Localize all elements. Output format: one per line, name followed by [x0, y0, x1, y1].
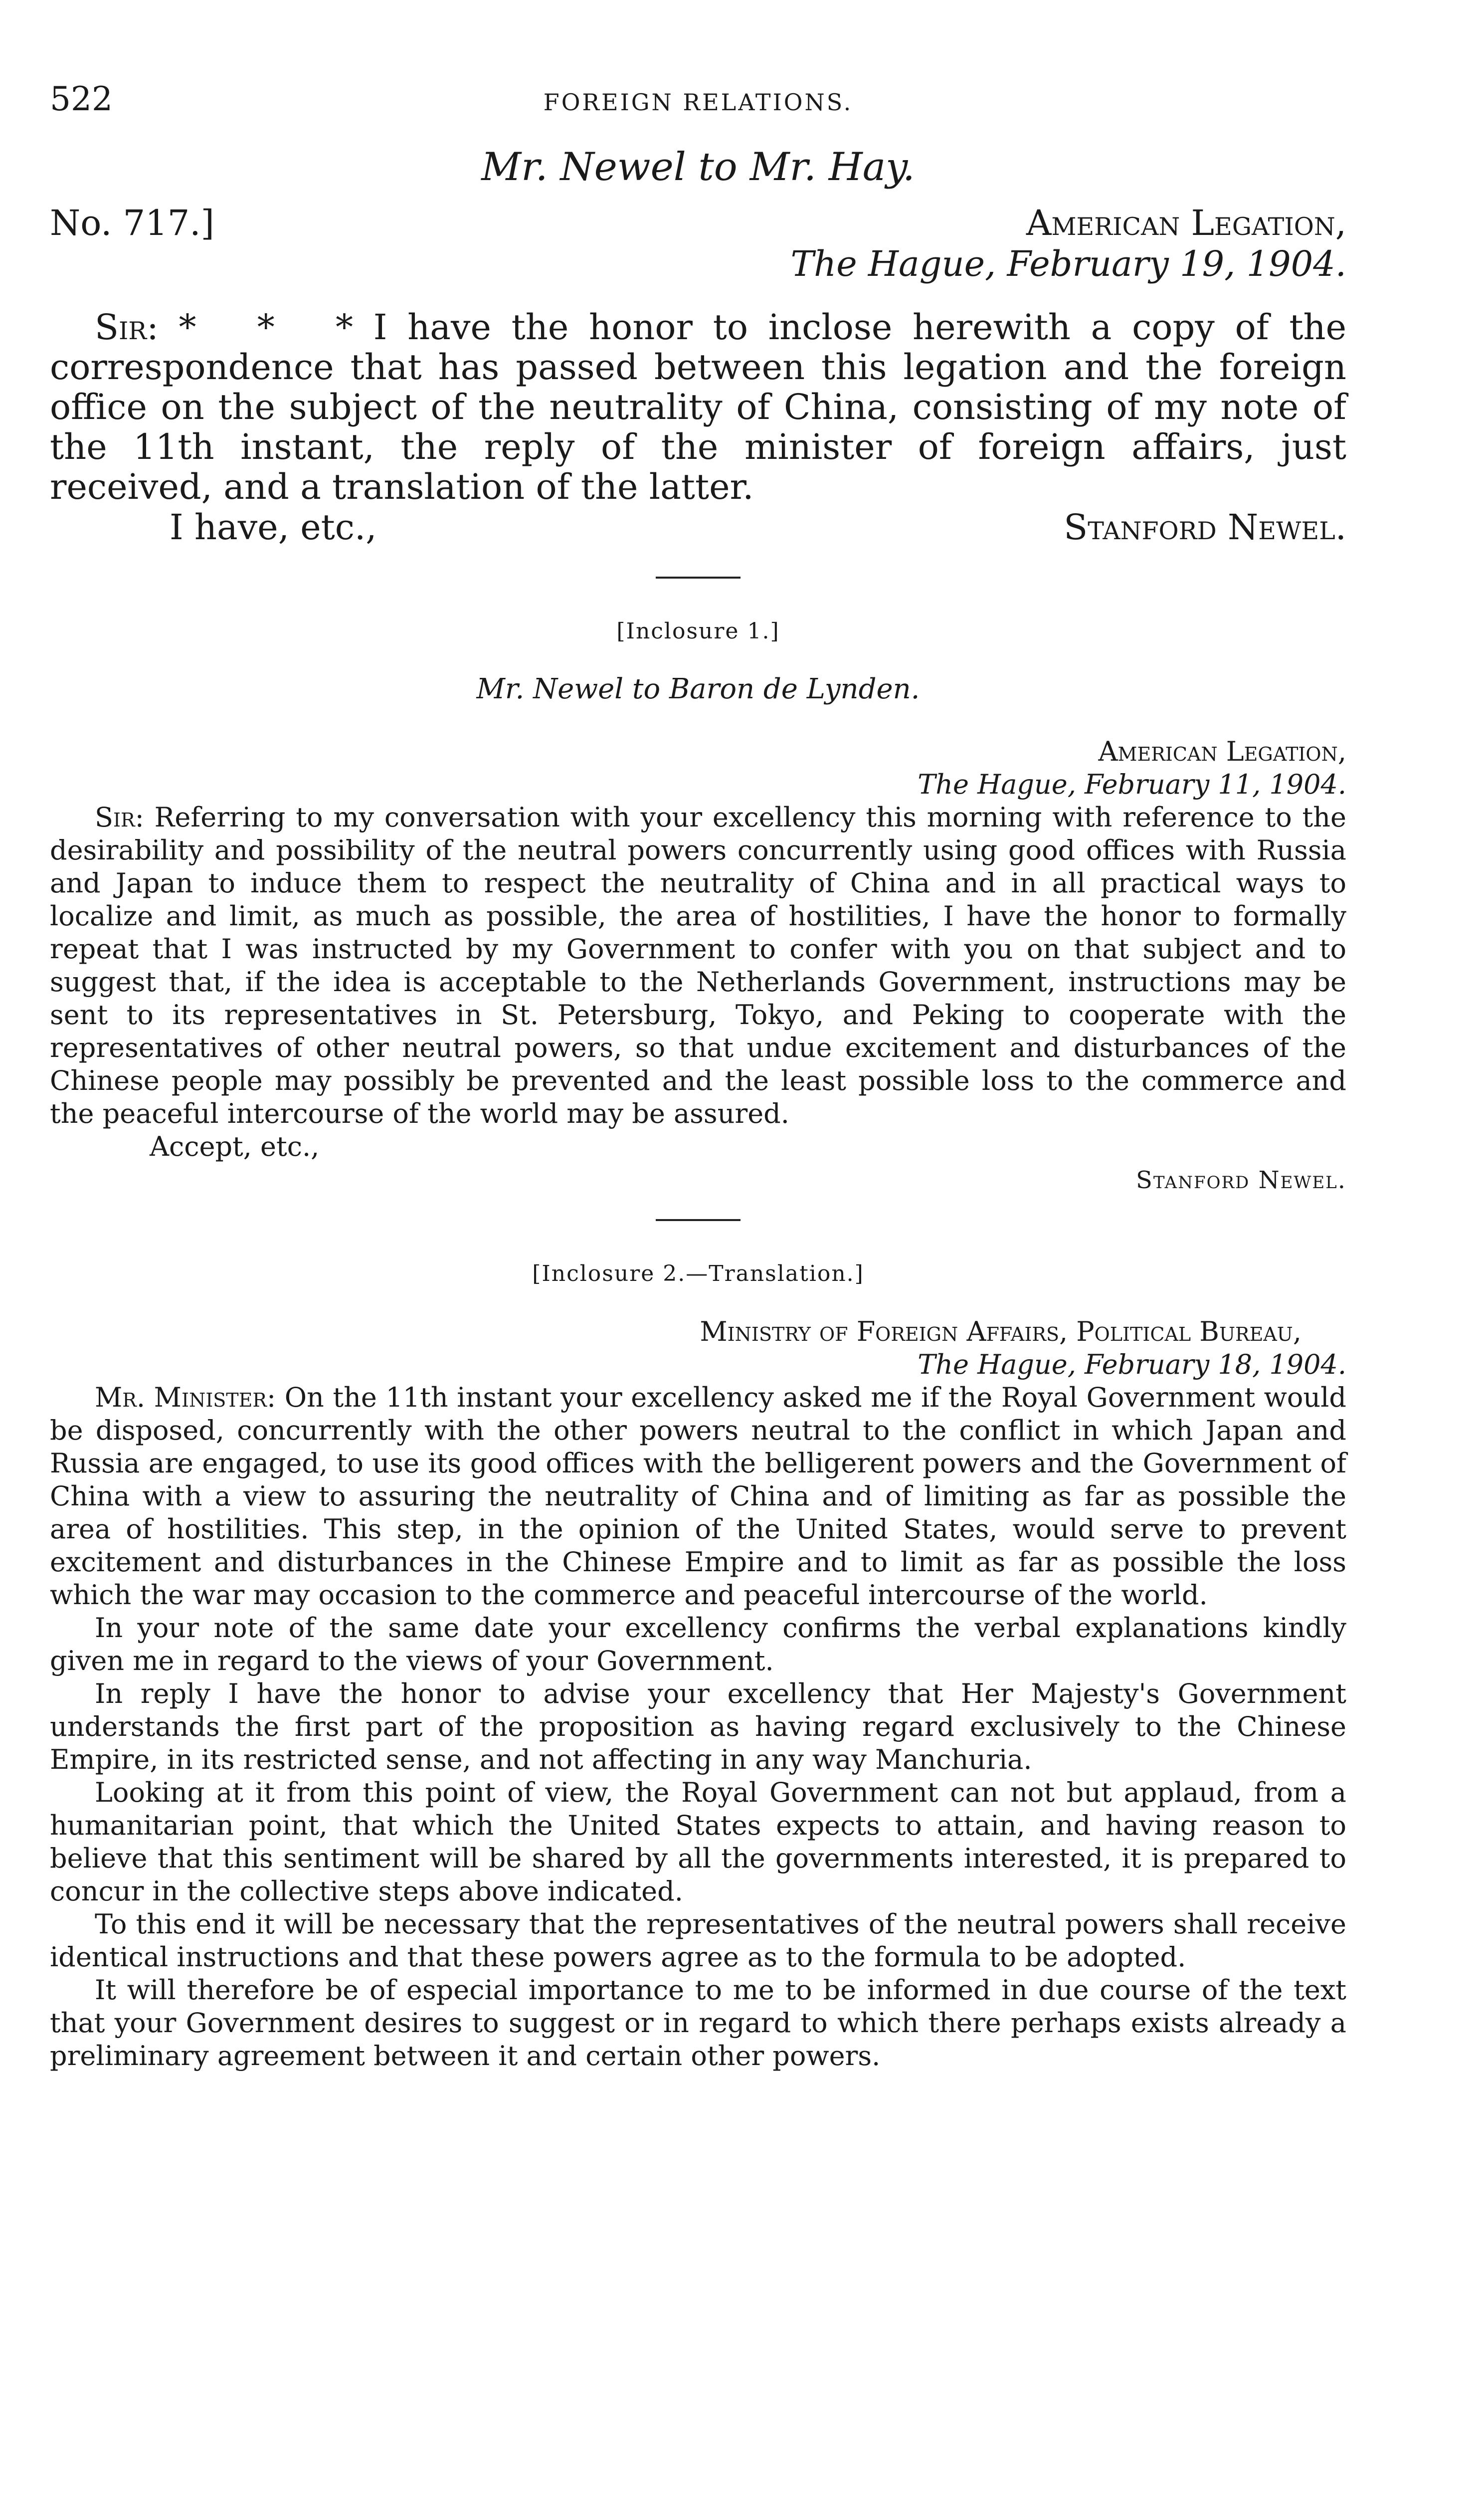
section-divider	[656, 1219, 741, 1221]
inclosure2-paragraph-6: It will therefore be of especial importance to me to be informed in due course of the text that your Government desires to suggest or in regard to which there perhaps exists already a preliminary agreement between it and certain other powers.	[50, 1974, 1346, 2072]
inclosure2-paragraph-1	[50, 1381, 1346, 1612]
inclosure2-paragraph-5: To this end it will be necessary that the representatives of the neutral powers shall receive identical instructions and that these powers agree as to the formula to be adopted.	[50, 1908, 1346, 1973]
letter1-text: I have the honor to inclose herewith a copy of the correspondence that has passed between this legation and the foreign office on the subject of the neutrality of China, consisting of my note of the 11th instant, the reply of the minister of foreign affairs, just received, and a translation of the latter.	[50, 307, 1347, 507]
letter1-ellipsis: * * *	[158, 307, 373, 348]
inclosure2-date: The Hague, February 18, 1904.	[918, 1349, 1346, 1380]
letter1-place-line2: The Hague, February 19, 1904.	[790, 243, 1346, 284]
letter1-heading: Mr. Newel to Mr. Hay.	[481, 145, 915, 190]
running-head	[50, 80, 1346, 140]
inclosure1-salutation: Sir:	[95, 802, 144, 833]
inclosure2-label: [Inclosure 2.—Translation.]	[532, 1261, 864, 1286]
letter1-closing: I have, etc.,	[170, 507, 377, 548]
inclosure1-place-line2: The Hague, February 11, 1904.	[918, 769, 1346, 800]
letter1-place	[790, 203, 1346, 284]
inclosure1-closing: Accept, etc.,	[150, 1131, 320, 1162]
inclosure1-label: [Inclosure 1.]	[616, 619, 780, 644]
inclosure1-signature: Stanford Newel.	[1135, 1166, 1346, 1194]
inclosure1-text: Referring to my conversation with your excellency this morning with reference to the desirability and possibility of the neutral powers concurrently using good offices with Russia and Japan to induce them to respect the neutrality of China and in all practical ways to localize and limit, as much as possible, the area of hostilities, I have the honor to formally repeat that I was instructed by my Government to confer with you on that subject and to suggest that, if the idea is acceptable to the Netherlands Government, instructions may be sent to its representatives in St. Petersburg, Tokyo, and Peking to cooperate with the representatives of other neutral powers, so that undue excitement and disturbances of the Chinese people may possibly be prevented and the least possible loss to the commerce and the peaceful intercourse of the world may be assured.	[50, 802, 1346, 1129]
inclosure2-header	[50, 1315, 1346, 1381]
letter1-body	[50, 307, 1346, 507]
inclosure2-paragraph-2: In your note of the same date your excellency confirms the verbal explanations kindly given me in regard to the views of your Government.	[50, 1612, 1346, 1676]
inclosure2-paragraph-4: Looking at it from this point of view, the Royal Government can not but applaud, from a humanitarian point, that which the United States expects to attain, and having reason to believe that this sentiment will be shared by all the governments interested, it is prepared to concur in the collective steps above indicated.	[50, 1777, 1346, 1907]
inclosure1-body	[50, 801, 1346, 1130]
inclosure1-place-line1: American Legation,	[1098, 736, 1346, 767]
despatch-number: No. 717.]	[50, 203, 214, 243]
inclosure2-salutation: Mr. Minister:	[95, 1382, 276, 1413]
running-title: FOREIGN RELATIONS.	[543, 89, 853, 116]
document-page	[50, 80, 1346, 2073]
letter1-place-line1: American Legation,	[1026, 203, 1346, 243]
letter1-salutation: Sir:	[95, 307, 159, 348]
paragraph-text: On the 11th instant your excellency asked me if the Royal Government would be disposed, concurrently with the other powers neutral to the conflict in which Japan and Russia are engaged, to use its good offices with the belligerent powers and the Government of China with a view to assuring the neutrality of China and of limiting as far as possible the area of hostilities. This step, in the opinion of the United States, would serve to prevent excitement and disturbances in the Chinese Empire and to limit as far as possible the loss which the war may occasion to the commerce and peaceful intercourse of the world.	[50, 1382, 1346, 1611]
letter1-header	[50, 203, 1346, 307]
inclosure1-heading: Mr. Newel to Baron de Lynden.	[476, 673, 920, 705]
ministry-name: Ministry of Foreign Affairs, Political Bureau,	[700, 1316, 1301, 1347]
letter1-signature: Stanford Newel.	[1064, 507, 1346, 548]
inclosure1-place	[50, 735, 1346, 801]
section-divider	[656, 577, 741, 579]
inclosure2-paragraph-3: In reply I have the honor to advise your excellency that Her Majesty's Government understands the first part of the proposition as having regard exclusively to the Chinese Empire, in its restricted sense, and not affecting in any way Manchuria.	[50, 1678, 1346, 1775]
letter1-closing-line	[50, 507, 1346, 552]
page-number: 522	[50, 80, 113, 118]
